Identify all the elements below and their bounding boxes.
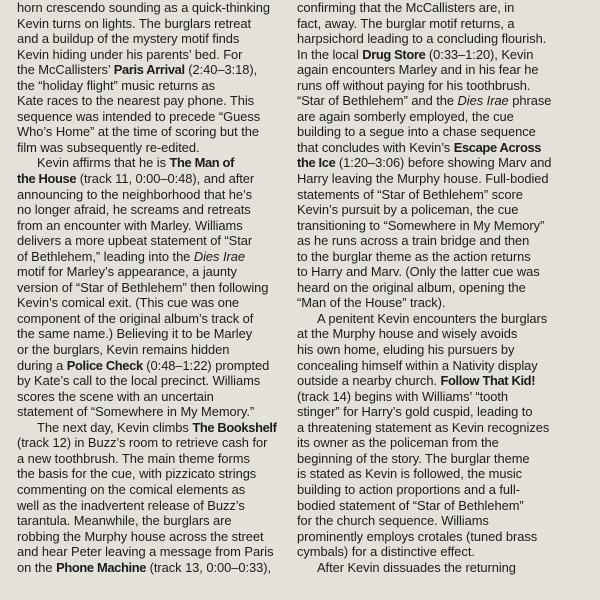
text-run: as he runs across a train bridge and then [297,233,530,249]
text-run: the “holiday flight” music returns as [17,77,216,93]
cue-title: the House [17,171,77,187]
text-line [297,326,569,342]
text-line [297,31,569,47]
text-line [17,404,289,420]
text-run: version of “Star of Bethlehem” then following [17,279,269,295]
text-line [17,155,289,171]
right-text-column [297,0,569,575]
text-line [297,482,569,498]
text-line [17,218,289,234]
text-line [17,124,289,140]
text-run: for the church sequence. Williams [297,513,489,529]
text-line [297,358,569,374]
text-line [297,62,569,78]
text-line [297,249,569,265]
text-run: that concludes with Kevin’s [297,139,454,155]
text-line [17,202,289,218]
text-run: concealing himself within a Nativity display [297,357,538,373]
cue-title: Phone Machine [56,559,147,575]
text-line [17,435,289,451]
text-run: sequence was intended to precede “Guess [17,108,261,124]
text-run: to Harry and Marv. (Only the latter cue was [297,264,540,280]
text-run: (0:33–1:20), Kevin [425,46,534,62]
text-line [297,78,569,94]
text-run: (track 13, 0:00–0:33), [146,559,272,575]
text-run: robbing the Murphy house across the street [17,528,264,544]
text-run: Kevin affirms that he is [37,155,170,171]
text-line [17,529,289,545]
text-run: delivers a more upbeat statement of “Star [17,233,253,249]
italic-phrase: Dies Irae [457,93,509,109]
text-line [297,404,569,420]
text-run: “Man of the House” track). [297,295,446,311]
text-line [17,280,289,296]
text-run: harpsichord leading to a concluding flourish. [297,31,547,47]
text-run: “Star of Bethlehem” and the [297,93,458,109]
text-run: the same name.) Believing it to be Marley [17,326,253,342]
text-line [297,295,569,311]
text-run: his own home, eluding his pursuers by [297,342,515,358]
text-line [17,31,289,47]
text-line [297,124,569,140]
text-line [297,47,569,63]
text-line [297,264,569,280]
cue-title: Drug Store [362,46,426,62]
text-run: no longer afraid, he screams and retreats [17,202,251,218]
text-run: announcing to the neighborhood that he’s [17,186,253,202]
text-line [297,420,569,436]
text-line [297,155,569,171]
cue-title: Follow That Kid! [440,373,536,389]
text-run: Kevin hiding under his parents’ bed. For [17,46,243,62]
text-line [297,233,569,249]
text-line [297,202,569,218]
cue-title: Police Check [66,357,143,373]
text-run: fact, away. The burglar motif returns, a [297,15,515,31]
text-run: Kevin’s comical exit. (This cue was one [17,295,240,311]
text-run: and hear Peter leaving a message from Paris [17,544,274,560]
text-line [17,373,289,389]
text-run: After Kevin dissuades the returning [317,559,516,575]
italic-phrase: Dies Irae [193,248,245,264]
text-line [17,311,289,327]
text-line [297,513,569,529]
text-run: Kevin turns on lights. The burglars retreat [17,15,252,31]
text-run: statement of “Somewhere in My Memory.” [17,404,255,420]
text-line [17,264,289,280]
text-run: to the burglar theme as the action returns [297,248,531,264]
text-line [17,295,289,311]
text-run: commenting on the comical elements as [17,481,246,497]
text-line [297,280,569,296]
text-line [17,358,289,374]
text-line [17,342,289,358]
text-line [17,16,289,32]
text-run: building to action proportions and a full- [297,481,520,497]
text-line [297,498,569,514]
text-run: the basis for the cue, with pizzicato strings [17,466,257,482]
text-run: component of the original album’s track of [17,310,254,326]
text-run: cymbals) for a distinctive effect. [297,544,475,560]
text-line [297,140,569,156]
text-line [17,140,289,156]
text-line [17,47,289,63]
text-run: building to a segue into a chase sequence [297,124,536,140]
text-run: runs off without paying for his toothbrush. [297,77,531,93]
text-line [297,187,569,203]
text-line [17,389,289,405]
text-run: confirming that the McCallisters are, in [297,0,515,15]
text-line [297,311,569,327]
text-line [297,544,569,560]
text-run: (track 12) in Buzz’s room to retrieve cash for [17,435,268,451]
text-run: are again somberly employed, the cue [297,108,514,124]
cue-title: Escape Across [453,139,542,155]
text-line [17,482,289,498]
text-line [297,373,569,389]
text-line [297,16,569,32]
text-line [297,342,569,358]
text-run: or the burglars, Kevin remains hidden [17,342,230,358]
text-run: on the [17,559,57,575]
text-run: heard on the original album, opening the [297,279,526,295]
text-run: by Kate’s call to the local precinct. Williams [17,373,261,389]
text-run: stinger” for Harry’s gold cuspid, leading to [297,404,533,420]
text-line [17,326,289,342]
text-run: from an encounter with Marley. Williams [17,217,243,233]
text-line [297,466,569,482]
text-run: of Bethlehem,” leading into the [17,248,194,264]
text-line [17,187,289,203]
text-line [17,93,289,109]
text-run: tarantula. Meanwhile, the burglars are [17,513,232,529]
text-run: The next day, Kevin climbs [37,419,193,435]
text-line [297,0,569,16]
text-line [17,498,289,514]
text-line [17,62,289,78]
left-text-column [17,0,289,575]
text-line [17,78,289,94]
text-line [297,171,569,187]
text-line [297,435,569,451]
text-line [17,420,289,436]
text-line [17,171,289,187]
text-run: A penitent Kevin encounters the burglars [317,310,548,326]
text-run: motif for Marley’s appearance, a jaunty [17,264,237,280]
text-run: well as the inadvertent release of Buzz’s [17,497,245,513]
text-run: transitioning to “Somewhere in My Memory” [297,217,545,233]
text-line [17,560,289,576]
text-run: statements of “Star of Bethlehem” score [297,186,523,202]
text-line [297,109,569,125]
text-line [297,93,569,109]
text-line [17,544,289,560]
text-run: the McCallisters’ [17,62,114,78]
text-run: (0:48–1:22) prompted [142,357,270,373]
text-run: (1:20–3:06) before showing Marv and [335,155,552,171]
text-line [17,466,289,482]
text-run: Kevin’s pursuit by a policeman, the cue [297,202,519,218]
text-line [17,109,289,125]
text-run: outside a nearby church. [297,373,441,389]
text-run: (2:40–3:18), [184,62,258,78]
text-run: Kate races to the nearest pay phone. This [17,93,255,109]
text-run: its owner as the policeman from the [297,435,499,451]
text-run: bodied statement of “Star of Bethlehem” [297,497,524,513]
text-run: film was subsequently re-edited. [17,139,200,155]
cue-title: The Bookshelf [192,419,277,435]
text-line [297,218,569,234]
text-line [17,513,289,529]
text-line [17,0,289,16]
text-run: beginning of the story. The burglar theme [297,450,530,466]
text-run: again encounters Marley and in his fear he [297,62,539,78]
text-run: (track 14) begins with Williams’ “tooth [297,388,509,404]
text-line [297,529,569,545]
cue-title: Paris Arrival [113,62,185,78]
text-line [297,560,569,576]
text-run: scores the scene with an uncertain [17,388,214,404]
text-run: and a buildup of the mystery motif finds [17,31,240,47]
cue-title: The Man of [169,155,235,171]
text-run: prominently employs crotales (tuned brass [297,528,538,544]
text-run: a new toothbrush. The main theme forms [17,450,250,466]
text-run: Harry leaving the Murphy house. Full-bodied [297,171,549,187]
text-line [17,451,289,467]
text-run: is stated as Kevin is followed, the music [297,466,523,482]
text-run: horn crescendo sounding as a quick-thinking [17,0,270,15]
cue-title: the Ice [297,155,336,171]
text-run: during a [17,357,67,373]
text-run: a threatening statement as Kevin recognizes [297,419,550,435]
text-line [17,249,289,265]
text-run: Who’s Home” at the time of scoring but the [17,124,259,140]
text-run: phrase [508,93,552,109]
text-run: (track 11, 0:00–0:48), and after [76,171,255,187]
text-line [297,389,569,405]
text-line [17,233,289,249]
text-line [297,451,569,467]
text-run: In the local [297,46,363,62]
text-run: at the Murphy house and wisely avoids [297,326,518,342]
